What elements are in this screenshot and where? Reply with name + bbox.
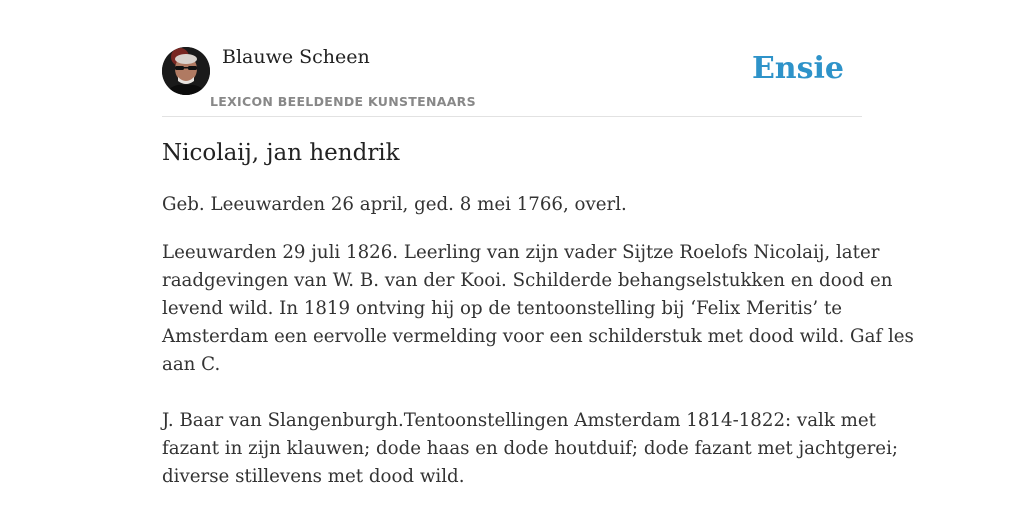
body-line: fazant in zijn klauwen; dode haas en dode houtduif; dode fazant met jachtgerei; (162, 438, 899, 459)
body-line: diverse stillevens met dood wild. (162, 466, 465, 487)
brand-logo[interactable]: Ensie (751, 51, 844, 86)
avatar-photo-icon (162, 47, 210, 95)
page-header (162, 0, 862, 117)
article-body (162, 239, 914, 491)
body-line: J. Baar van Slangenburgh.Tentoonstellingen Amsterdam 1814-1822: valk met (162, 410, 876, 431)
article-lead: Geb. Leeuwarden 26 april, ged. 8 mei 1766, overl. (162, 194, 627, 215)
article-title: Nicolaij, jan hendrik (162, 140, 400, 166)
body-line: aan C. (162, 354, 221, 375)
body-line: Amsterdam een eervolle vermelding voor een schilderstuk met dood wild. Gaf les (162, 326, 914, 347)
author-name[interactable]: Blauwe Scheen (222, 46, 370, 68)
body-line: raadgevingen van W. B. van der Kooi. Schilderde behangselstukken en dood en (162, 270, 893, 291)
body-paragraph-gap (162, 379, 862, 407)
body-line: Leeuwarden 29 juli 1826. Leerling van zijn vader Sijtze Roelofs Nicolaij, later (162, 242, 880, 263)
body-line: levend wild. In 1819 ontving hij op de tentoonstelling bij ‘Felix Meritis’ te (162, 298, 843, 319)
author-avatar[interactable] (162, 47, 210, 95)
category-label[interactable]: LEXICON BEELDENDE KUNSTENAARS (210, 94, 476, 109)
